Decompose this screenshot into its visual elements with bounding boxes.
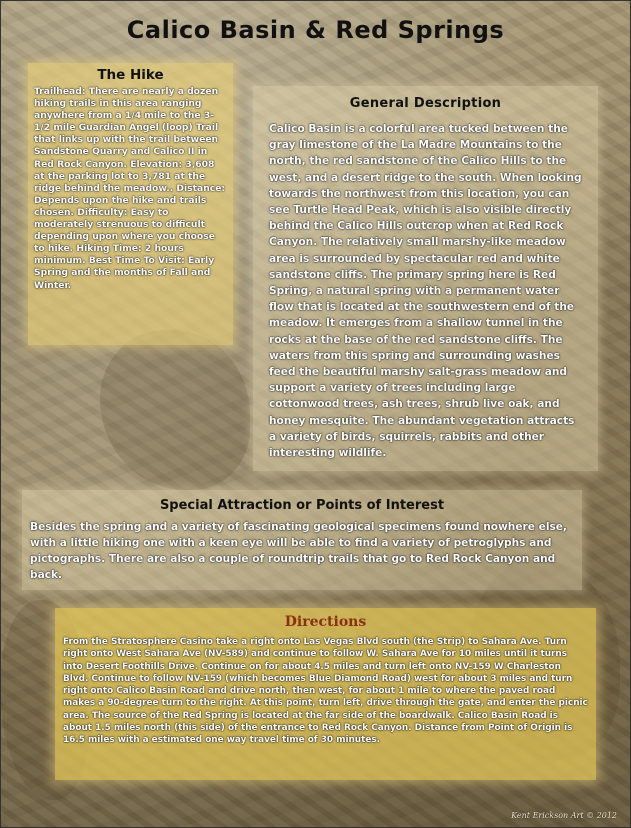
directions-heading: Directions <box>284 614 367 630</box>
special-attraction-heading: Special Attraction or Points of Interest <box>159 498 445 513</box>
general-description-heading: General Description <box>349 96 502 111</box>
general-description-text: Calico Basin is a colorful area tucked between the gray limestone of the La Madre Mountains to the north, the red sandstone of the Calico Hills to the west, and a desert ridge to the south. When looking towards the northwest from this location, you can see Turtle Head Peak, which is also visible directly behind the Calico Hills outcrop when at Red Rock Canyon. The relatively small marshy-like meadow area is surrounded by spectacular red and white sandstone cliffs. The primary spring here is Red Spring, a natural spring with a permanent water flow that is located at the southwestern end of the meadow. It emerges from a shallow tunnel in the rocks at the base of the red sandstone cliffs. The waters from this spring and surrounding washes feed the beautiful marshy salt-grass meadow and support a variety of trees including large cottonwood trees, ash trees, shrub live oak, and honey mesquite. The abundant vegetation attracts a variety of birds, squirrels, rabbits and other interesting wildlife. <box>269 123 582 460</box>
hike-heading: The Hike <box>97 67 164 83</box>
special-attraction-text: Besides the spring and a variety of fascinating geological specimens found nowhere else, with a little hiking one with a keen eye will be able to find a variety of petroglyphs and pictographs. There are also a couple of roundtrip trails that go to Red Rock Canyon and back. <box>30 521 567 581</box>
artist-signature: Kent Erickson Art © 2012 <box>511 811 617 820</box>
hike-details: Trailhead: There are nearly a dozen hiking trails in this area ranging anywhere from a 1/4 mile to the 3-1/2 mile Guardian Angel (loop) Trail that links up with the trail between Sandstone Quarry and Calico II in Red Rock Canyon. Elevation: 3,608 at the parking lot to 3,781 at the ridge behind the meadow.. Distance: Depends upon the hike and trails chosen. Difficulty: Easy to moderately strenuous to difficult depending upon where you choose to hike. Hiking Time: 2 hours minimum. Best Time To Visit: Early Spring and the months of Fall and Winter. <box>34 86 226 291</box>
page-title: Calico Basin & Red Springs <box>126 16 505 44</box>
directions-text: From the Stratosphere Casino take a right onto Las Vegas Blvd south (the Strip) to Sahara Ave. Turn right onto West Sahara Ave (NV-589) and continue to follow W. Sahara Ave for 10 miles until it turns into Desert Foothills Drive. Continue on for about 4.5 miles and turn left onto NV-159 W Charleston Blvd. Continue to follow NV-159 (which becomes Blue Diamond Road) west for about 3 miles and turn right onto Calico Basin Road and drive north, then west, for about 1 mile to where the paved road makes a 90-degree turn to the right. At this point, turn left, drive through the gate, and enter the picnic area. The source of the Red Spring is located at the far side of the boardwalk. Calico Basin Road is about 1.5 miles north (this side) of the entrance to Red Rock Canyon. Distance from Point of Origin is 16.5 miles with a estimated one way travel time of 30 minutes. <box>63 637 588 746</box>
